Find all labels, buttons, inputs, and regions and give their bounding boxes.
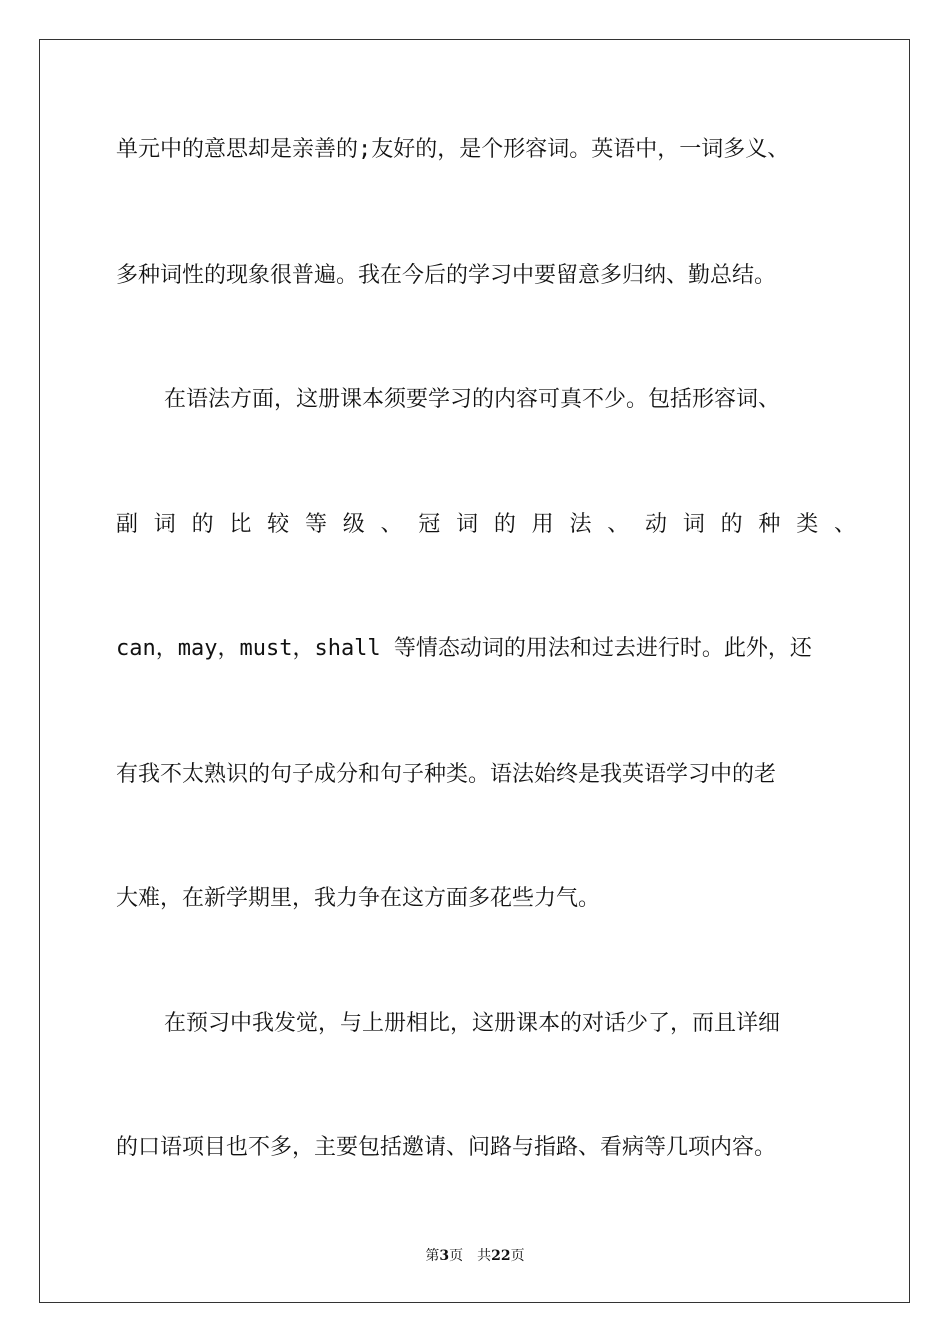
footer-page-number: 3: [439, 1248, 450, 1264]
footer-page-suffix: 页: [449, 1248, 464, 1264]
paragraph-preview-start: 在预习中我发觉，与上册相比，这册课本的对话少了，而且详细: [164, 1011, 781, 1036]
page-footer: [0, 1247, 950, 1265]
paragraph-grammar-start: 在语法方面，这册课本须要学习的内容可真不少。包括形容词、: [164, 387, 781, 412]
text-line-1: 单元中的意思却是亲善的;友好的，是个形容词。英语中，一词多义、: [116, 137, 790, 162]
text-line-7: 大难，在新学期里，我力争在这方面多花些力气。: [116, 886, 601, 911]
page-border: [39, 39, 910, 1303]
text-line-4: 副词的比较等级、冠词的用法、动词的种类、: [116, 512, 856, 537]
footer-total-prefix: 共: [477, 1248, 492, 1264]
footer-total-pages: 22: [491, 1248, 511, 1264]
text-line-6: 有我不太熟识的句子成分和句子种类。语法始终是我英语学习中的老: [116, 762, 777, 787]
text-line-2: 多种词性的现象很普遍。我在今后的学习中要留意多归纳、勤总结。: [116, 263, 777, 288]
text-line-9: 的口语项目也不多，主要包括邀请、问路与指路、看病等几项内容。: [116, 1135, 777, 1160]
text-line-5: can，may，must，shall 等情态动词的用法和过去进行时。此外，还: [116, 636, 812, 661]
footer-total-suffix: 页: [510, 1248, 525, 1264]
footer-page-prefix: 第: [425, 1248, 440, 1264]
